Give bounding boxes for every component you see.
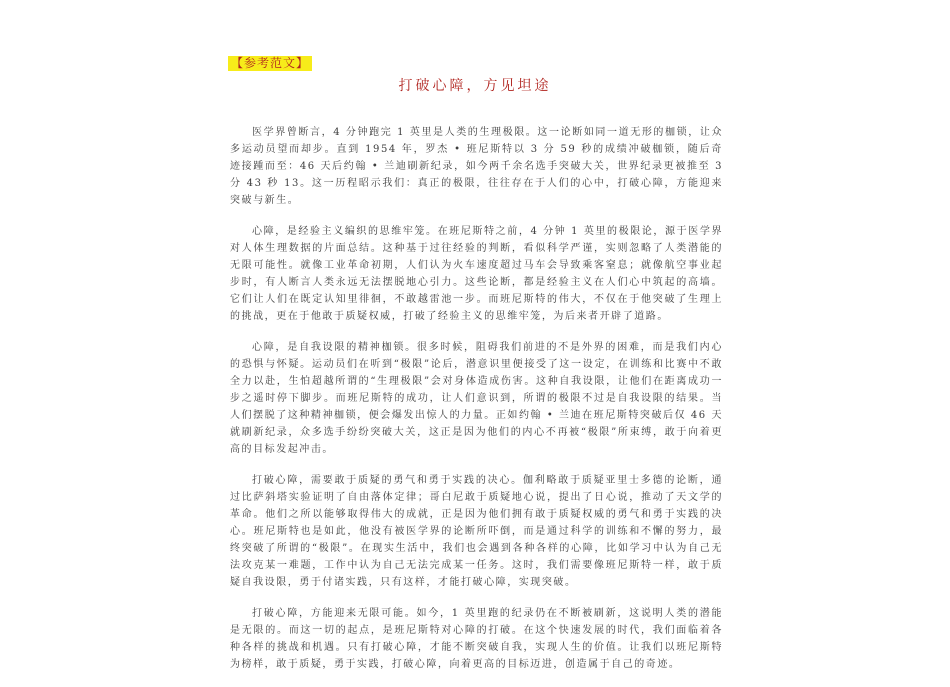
essay-paragraph-5: 打破心障，方能迎来无限可能。如今，1 英里跑的纪录仍在不断被刷新，这说明人类的潜能是无限的。而这一切的起点，是班尼斯特对心障的打破。在这个快速发展的时代，我们面临着各种各样的挑战和机遇。只有打破心障，才能不断突破自我，实现人生的价值。让我们以班尼斯特为榜样，敢于质疑，勇于实践，打破心障，向着更高的目标迈进，创造属于自己的奇迹。 [230, 608, 723, 670]
essay-paragraph-3: 心障，是自我设限的精神枷锁。很多时候，阻碍我们前进的不是外界的困难，而是我们内心的恐惧与怀疑。运动员们在听到“极限”论后，潜意识里便接受了这一设定，在训练和比赛中不敢全力以赴，生怕超越所谓的“生理极限”会对身体造成伤害。这种自我设限，让他们在距离成功一步之遥时停下脚步。而班尼斯特的成功，让人们意识到，所谓的极限不过是自我设限的结果。当人们摆脱了这种精神枷锁，便会爆发出惊人的力量。正如约翰 • 兰迪在班尼斯特突破后仅 46 天就刷新纪录，众多选手纷纷突破大关，这正是因为他们的内心不再被“极限”所束缚，敢于向着更高的目标发起冲击。 [230, 342, 723, 455]
reference-essay-tag: 【参考范文】 [228, 56, 312, 71]
essay-body [230, 124, 723, 687]
essay-paragraph-1: 医学界曾断言，4 分钟跑完 1 英里是人类的生理极限。这一论断如同一道无形的枷锁，让众多运动员望而却步。直到 1954 年，罗杰 • 班尼斯特以 3 分 59 秒的成绩冲破枷锁，随后奇迹接踵而至：46 天后约翰 • 兰迪刷新纪录，如今两千余名选手突破大关，世界纪录更被推至 3 分 43 秒 13。这一历程昭示我们：真正的极限，往往存在于人们的心中，打破心障，方能迎来突破与新生。 [230, 127, 723, 206]
essay-title: 打破心障，方见坦途 [398, 78, 552, 94]
essay-paragraph-4: 打破心障，需要敢于质疑的勇气和勇于实践的决心。伽利略敢于质疑亚里士多德的论断，通过比萨斜塔实验证明了自由落体定律；哥白尼敢于质疑地心说，提出了日心说，推动了天文学的革命。他们之所以能够取得伟大的成就，正是因为他们拥有敢于质疑权威的勇气和勇于实践的决心。班尼斯特也是如此，他没有被医学界的论断所吓倒，而是通过科学的训练和不懈的努力，最终突破了所谓的“极限”。在现实生活中，我们也会遇到各种各样的心障，比如学习中认为自己无法攻克某一难题，工作中认为自己无法完成某一任务。这时，我们需要像班尼斯特一样，敢于质疑自我设限，勇于付诸实践，只有这样，才能打破心障，实现突破。 [230, 475, 723, 588]
essay-paragraph-2: 心障，是经验主义编织的思维牢笼。在班尼斯特之前，4 分钟 1 英里的极限论，源于医学界对人体生理数据的片面总结。这种基于过往经验的判断，看似科学严谨，实则忽略了人类潜能的无限可能性。就像工业革命初期，人们认为火车速度超过马车会导致乘客窒息；就像航空事业起步时，有人断言人类永远无法摆脱地心引力。这些论断，都是经验主义在人们心中筑起的高墙。它们让人们在既定认知里徘徊，不敢越雷池一步。而班尼斯特的伟大，不仅在于他突破了生理上的挑战，更在于他敢于质疑权威，打破了经验主义的思维牢笼，为后来者开辟了道路。 [230, 226, 723, 322]
